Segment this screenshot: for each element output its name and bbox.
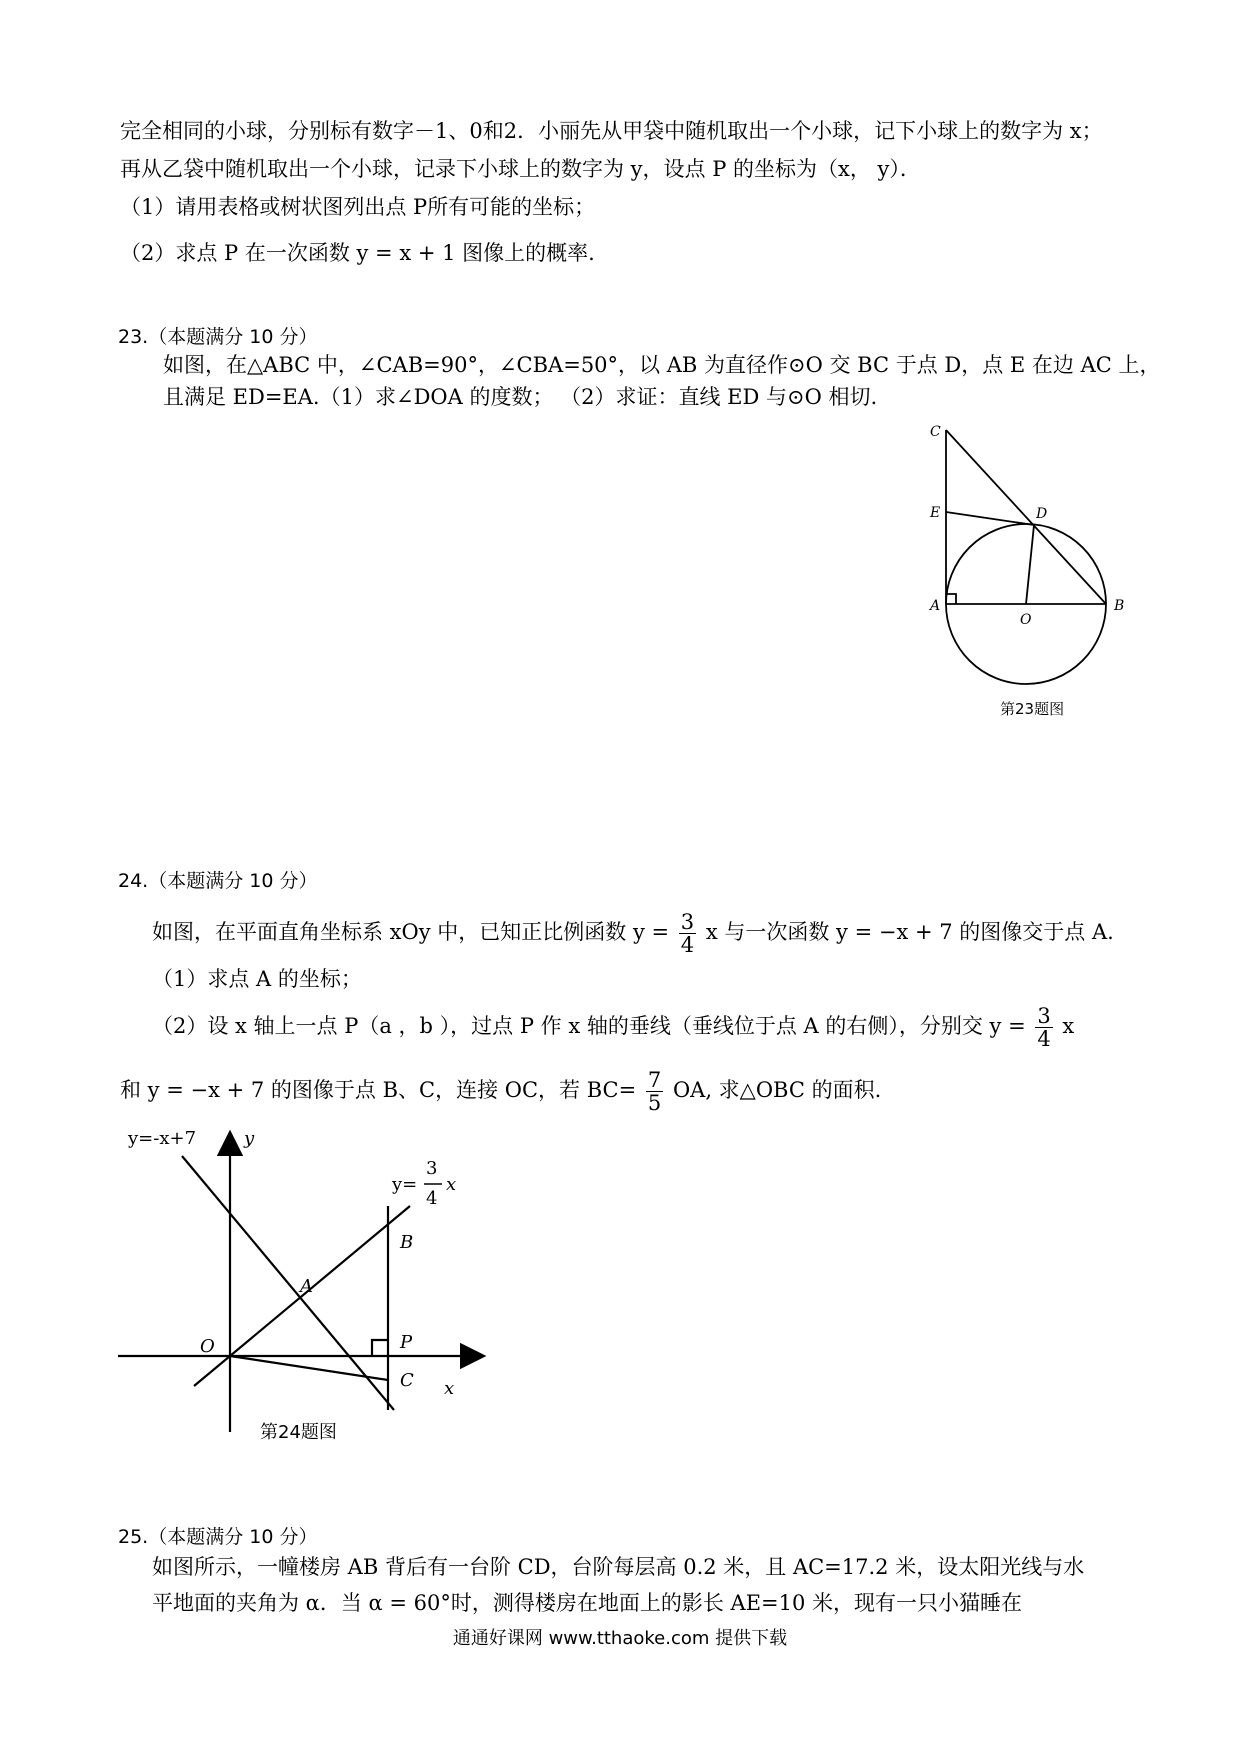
segment-ed	[946, 512, 1034, 525]
fraction-7-5	[646, 1069, 663, 1114]
q24-part-2	[152, 1002, 1074, 1050]
fraction-numerator: 7	[647, 1068, 662, 1092]
q24-part-1: （1）求点 A 的坐标；	[152, 967, 362, 991]
fraction-denominator: 4	[680, 933, 695, 957]
line2-label-pre: y=	[392, 1174, 418, 1195]
line1-label: y=-x+7	[128, 1128, 197, 1149]
q24-intro	[152, 908, 1114, 956]
y-axis-label: y	[244, 1128, 255, 1149]
q24-line-3-post: OA, 求△OBC 的面积.	[672, 1078, 882, 1102]
fraction-numerator: 3	[680, 910, 695, 934]
right-angle-mark	[372, 1340, 388, 1356]
q25-header: 25.（本题满分 10 分）	[118, 1526, 318, 1548]
q24-intro-pre: 如图，在平面直角坐标系 xOy 中，已知正比例函数 y =	[152, 920, 670, 944]
q24-line-3-pre: 和 y = −x + 7 的图像于点 B、C，连接 OC，若 BC=	[120, 1078, 637, 1102]
q22-part-1: （1）请用表格或树状图列出点 P所有可能的坐标；	[120, 195, 596, 219]
label-a: A	[300, 1276, 313, 1297]
q24-figure	[110, 1120, 510, 1450]
label-c: C	[400, 1370, 414, 1391]
label-e: E	[930, 505, 941, 521]
fraction-3-4-b	[1035, 1005, 1052, 1050]
q24-line-3	[120, 1066, 881, 1114]
right-angle-mark	[946, 594, 956, 604]
q24-part-2-pre: （2）设 x 轴上一点 P（a ，b ），过点 P 作 x 轴的垂线（垂线位于点 A 的右侧），分别交 y =	[152, 1014, 1026, 1038]
fraction-denominator: 5	[647, 1091, 662, 1115]
segment-od	[1026, 525, 1034, 604]
q23-figure	[900, 410, 1140, 730]
label-p: P	[400, 1332, 413, 1353]
segment-cb	[946, 430, 1106, 604]
label-b: B	[1114, 598, 1125, 614]
label-o: O	[200, 1336, 215, 1357]
page-footer: 通通好课网 www.tthaoke.com 提供下载	[452, 1628, 788, 1649]
q22-part-2: （2）求点 P 在一次函数 y = x + 1 图像上的概率.	[120, 241, 595, 265]
q25-line-2: 平地面的夹角为 α．当 α = 60°时，测得楼房在地面上的影长 AE=10 米，现有一只小猫睡在	[152, 1591, 1023, 1615]
line-y-neg-x-plus-7	[182, 1156, 394, 1410]
label-o: O	[1020, 612, 1032, 628]
q24-part-2-post: x	[1062, 1014, 1075, 1038]
label-c: C	[930, 424, 941, 440]
q23-line-1: 如图，在△ABC 中，∠CAB=90°，∠CBA=50°，以 AB 为直径作⊙O 交 BC 于点 D，点 E 在边 AC 上，	[163, 353, 1161, 377]
q23-caption: 第23题图	[1000, 700, 1065, 718]
x-axis-label: x	[444, 1378, 455, 1399]
q24-caption: 第24题图	[260, 1422, 337, 1443]
label-a: A	[930, 598, 941, 614]
q24-header: 24.（本题满分 10 分）	[118, 870, 318, 892]
fraction-numerator: 3	[1037, 1004, 1051, 1028]
line2-numerator: 3	[426, 1158, 438, 1179]
line2-denominator: 4	[426, 1188, 438, 1209]
q22-line-1: 完全相同的小球，分别标有数字－1、0和2．小丽先从甲袋中随机取出一个小球，记下小球上的数字为 x；	[120, 119, 1103, 143]
segment-oc	[230, 1356, 388, 1380]
line2-label-post: x	[446, 1174, 457, 1195]
q23-line-2: 且满足 ED=EA.（1）求∠DOA 的度数； （2）求证：直线 ED 与⊙O 相切.	[163, 385, 878, 409]
label-d: D	[1036, 506, 1048, 522]
q22-line-2: 再从乙袋中随机取出一个小球，记录下小球上的数字为 y，设点 P 的坐标为（x， y）．	[120, 157, 921, 181]
fraction-3-4	[679, 911, 696, 956]
q24-intro-post: x 与一次函数 y = −x + 7 的图像交于点 A.	[705, 920, 1114, 944]
q25-line-1: 如图所示，一幢楼房 AB 背后有一台阶 CD，台阶每层高 0.2 米，且 AC=17.2 米，设太阳光线与水	[152, 1555, 1085, 1579]
q23-header: 23.（本题满分 10 分）	[118, 326, 318, 348]
label-b: B	[400, 1232, 414, 1253]
fraction-denominator: 4	[1037, 1027, 1051, 1051]
